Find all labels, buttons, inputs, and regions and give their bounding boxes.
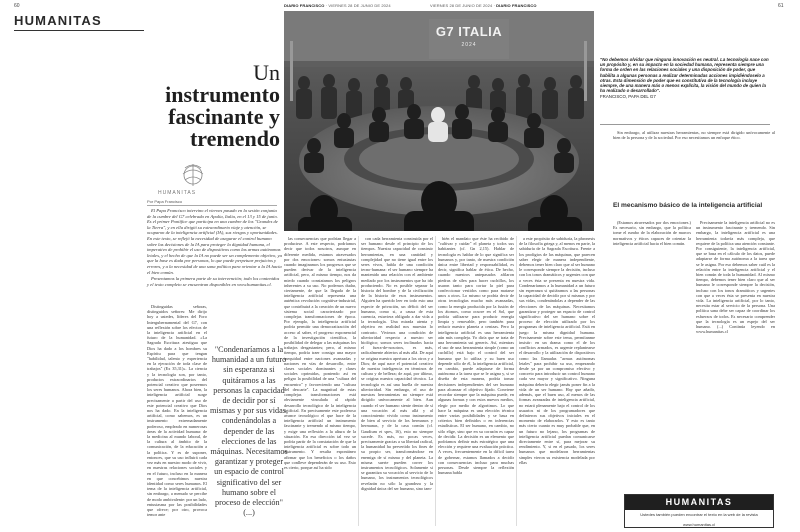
folio-left: DIARIO FRANCISCO · VIERNES 28 DE JUNIO DE 2024: [284, 3, 391, 8]
byline-rule: [147, 205, 277, 206]
side-quote: [600, 57, 770, 117]
promo-url-link[interactable]: www.humanitas.cl: [682, 522, 715, 527]
pull-quote: [210, 345, 288, 518]
body-column-6b: [613, 220, 691, 490]
lede-paragraph-1: El Papa Francisco intervino el viernes pasado en la sesión conjunta de la cumbre del G7 celebrada en Apulia, Italia, en el 13 y 15 de junio. Es el primer Pontífice que participa en una cumbre de los "Grandes de la Tierra", y en ella dirigió su extraordinario viaje y atención, se ocuparon de la inteligencia artificial (IA), sus riesgos y oportunidades. En este texto, se reflejó la necesidad de asegurar el control humano sobre las decisiones de la IA para proteger la dignidad humana, el imperativo de prohibir el uso de dispositivos como las armas autónomas letales, y el hecho de que la IA no puede ser un complemento objetivo, ya que la base es dada por personas, lo que puede perpetuar prejuicios y errores, y a la necesidad de una sana política para orientar a la IA hacia el bien común.: [147, 208, 282, 275]
column-1-text: Distinguidas señoras, distinguidos señores: Me dirijo hoy a ustedes, líderes del Foro Intergubernamental del G7, con una reflexión sobre los efectos de la inteligencia artificial en el futuro de la humanidad. «La Sagrada Escritura atestigua que Dios ha dado a los hombres su Espíritu para que tengan "habilidad, talento y experiencia en la ejecución de toda clase de trabajos" (Ex 35,31)». La ciencia y la tecnología son, por tanto, productos extraordinarios del potencial creativo que poseemos los seres humanos. Ahora bien, la inteligencia artificial surge precisamente a partir del uso de este potencial creativo que Dios nos ha dado. En la inteligencia artificial, como sabemos, es un instrumento extremadamente poderoso, empleado en numerosas áreas de la actividad humana: de la medicina al mundo laboral, de la cultura al ámbito de la comunicación, de la educación a la política. Y es de suponer, entonces, que su uso influirá cada vez más en nuestro modo de vivir, en nuestras relaciones sociales y en el futuro, incluso en la manera en que concebimos nuestra identidad como seres humanos. El tema de la inteligencia artificial, sin embargo, a menudo se percibe de modo ambivalente: por un lado, entusiasma por las posibilidades que ofrece; por otro, provoca temor ante: [147, 304, 207, 518]
column-5-text: a este propósito de sabiduría, la phronesis de la filosofía griega y, al menos en parte, la sabiduría de la Sagrada Escritura. Frente a los prodigios de las máquinas, que parecen saber elegir de manera independiente, debemos tener bien claro que al ser humano le corresponde siempre la decisión, incluso con los tonos dramáticos y urgentes con que a veces ésta se presenta en nuestra vida. Condenaríamos a la humanidad a un futuro sin esperanza si quitáramos a las personas la capacidad de decidir por sí mismas y por sus vidas, condenándolas a depender de las elecciones de las máquinas. Necesitamos garantizar y proteger un espacio de control significativo del ser humano sobre el proceso de elección utilizado por los programas de inteligencia artificial. Está en juego la misma dignidad humana. Precisamente sobre este tema, permítanme insistir: en un drama como el de los conflictos armados, es urgente replantearse el desarrollo y la utilización de dispositivos como las llamadas "armas autónomas letales" para prohibir su uso, empezando desde ya por un compromiso efectivo y concreto para introducir un control humano cada vez mayor y significativo. Ninguna máquina debería elegir jamás poner fin a la vida de un ser humano. Hay que añadir, además, que el buen uso, al menos de las formas avanzadas de inteligencia artificial, no estará plenamente bajo el control de los usuarios ni de los programadores que definieron sus objetivos iniciales en el momento de elaborarlos. Y esto es tanto más cierto cuanto es muy probable que, en un futuro no lejano, los programas de inteligencia artificial puedan comunicarse directamente entre sí, para mejorar su rendimiento. Y, si en el pasado, los seres humanos que modelaron herramientas simples vieron su existencia modelada por ellas: [519, 236, 595, 465]
column-2-text: las consecuencias que podrían llegar a producirse. A este respecto, podríamos decir que todos nosotros, aunque en diferente medida, estamos atravesados por dos emociones: somos entusiastas cuando imaginamos los progresos que se pueden derivar de la inteligencia artificial, pero, al mismo tiempo, nos da miedo cuando constatamos los peligros inherentes a su uso. No podemos dudar, ciertamente, de que la llegada de la inteligencia artificial representa una auténtica revolución cognitiva-industrial, que contribuirá a la creación de un nuevo sistema social caracterizado por complejas transformaciones de época. Por ejemplo, la inteligencia artificial podría permitir una democratización del acceso al saber, el progreso exponencial de la investigación científica, la posibilidad de delegar a las máquinas los trabajos desgastantes; pero, al mismo tiempo, podría traer consigo una mayor inequidad entre naciones avanzadas y naciones en vías de desarrollo, entre clases sociales dominantes y clases sociales oprimidas, poniendo así en peligro la posibilidad de una "cultura del encuentro" y favoreciendo una "cultura del descarte". La magnitud de estas complejas transformaciones está obviamente vinculada al rápido desarrollo tecnológico de la inteligencia artificial. En precisamente este poderoso avance tecnológico el que hace de la inteligencia artificial un instrumento fascinante y tremendo al mismo tiempo, y exige una reflexión a la altura de la situación. En esa dirección tal vez se podría partir de la constatación de que la inteligencia artificial es sobre todo un instrumento. Y resulta espontáneo afirmar que los beneficios o los daños que conlleve dependerán de su uso. Esto es cierto, porque así ha sido: [284, 236, 356, 470]
summit-photo: [284, 11, 594, 231]
column-6a-text: Sin embargo, al utilizar nuestras herramientas, no siempre está dirigido unívocamente al bien de la persona y de la sociedad. Por eso necesitamos un enfoque ético.: [613, 130, 775, 141]
title-line-2: instrumento: [165, 82, 280, 107]
column-4-text: bién el mandato que éste ha recibido de "cultivar y cuidar" el planeta y todos sus habitantes (cf. Gn 2,15). Hablar de tecnología es hablar de lo que significa ser humanos y, por tanto, de nuestra condición única entre libertad y responsabilidad, es decir, significa hablar de ética. De hecho, cuando nuestros antepasados afilaron piedras de sílex para hacer cuchillos, los usaron tanto para cortar la piel para confeccionar vestidos como para matarse unos a otros. Lo mismo se podría decir de otras tecnologías mucho más avanzadas, como la energía producida por la fusión de los átomos, como ocurre en el Sol, que podría utilizarse para producir energía limpia y renovable, pero también para reducir nuestro planeta a cenizas. Pero la inteligencia artificial es una herramienta aún más compleja. Yo diría que se trata de una herramienta sui generis. Así, mientras el uso de una herramienta simple (como un cuchillo) está bajo el control del ser humano que lo utiliza y su buen uso depende sólo de él, la inteligencia artificial, en cambio, puede adaptarse de forma autónoma a la tarea que se le asigna y, si se diseña de esta manera, podría tomar decisiones independientes del ser humano para alcanzar el objetivo fijado. Conviene recordar siempre que la máquina puede, en algunas formas y con estos nuevos medios, elegir por medio de algoritmos. Lo que hace la máquina es una elección técnica entre varias posibilidades y se basa en criterios bien definidos o en inferencias estadísticas. El ser humano, en cambio, no sólo elige, sino que en su corazón es capaz de decidir. La decisión es un elemento que podríamos definir más estratégico que una elección y requiere una evaluación práctica. A veces, frecuentemente en la difícil tarea de gobernar, estamos llamados a decidir con consecuencias incluso para muchas personas. Desde siempre la reflexión humana habla: [438, 236, 514, 476]
page-number-left: 60: [14, 3, 20, 9]
g7-banner-year: 2024: [461, 42, 477, 48]
body-column-6a: [613, 130, 775, 200]
body-column-6c: [696, 220, 775, 490]
body-column-4: [438, 236, 514, 526]
column-6b-text: (Estamos atravesados por dos emociones.) Es necesario, sin embargo, que la política tome el rumbo de la elaboración de marcos normativos y éticos capaces de orientar la inteligencia artificial hacia el bien común.: [613, 220, 691, 246]
article-title: [150, 62, 280, 150]
promo-text: Ustedes también pueden encontrar el texto en la web de la revista: [640, 512, 758, 517]
lede-paragraph-2: Presentamos la primera parte de su intervención; todo los contenidos y el texto completo se encuentran disponibles en www.humanitas.cl.: [147, 276, 280, 287]
body-column-3: [361, 236, 433, 526]
page-number-right: 61: [778, 3, 784, 9]
logo-text: HUMANITAS: [158, 190, 197, 196]
byline: Por Papa Francisco: [147, 199, 183, 204]
pull-quote-text: "Condenaríamos a la humanidad a un futuro sin esperanza si quitáramos a las personas la capacidad de decidir por sí mismas y por sus vidas, condenándolas a depender de las elecciones de las máquinas. Necesitamos garantizar y proteger un espacio de control significativo del ser humano sobre el proceso de elección" (...): [210, 345, 289, 518]
title-line-3: fascinante y: [168, 104, 280, 129]
folio-right: VIERNES 28 DE JUNIO DE 2024 · DIARIO FRANCISCO: [430, 3, 537, 8]
column-6c-text: Precisamente la inteligencia artificial no es un instrumento fascinante y tremendo. Sin embargo, la inteligencia artificial es una herramienta todavía más compleja, que requiere de la política una atención constante. Por consiguiente, la inteligencia artificial, que se basa en el cálculo de los datos, puede adaptarse de forma autónoma a la tarea que se le asigna. Por eso debemos saber cuál es la relación entre la inteligencia artificial y el bien común de toda la humanidad. Al mismo tiempo, debemos tener bien claro que al ser humano le corresponde siempre la decisión, incluso con los tonos dramáticos y urgentes con que a veces ésta se presenta en nuestra vida. La inteligencia artificial, por lo tanto, necesita estar al servicio de la persona. Una política sana debe ser capaz de coordinar los esfuerzos de todos. Es necesario comprender que la tecnología es un espejo del ser humano. (...) Continúa leyendo en www.humanitas.cl: [696, 220, 775, 335]
side-quote-text: "No debemos olvidar que ninguna innovación es neutral. La tecnología nace con un propósito y, en su impacto en la sociedad humana, representa siempre una forma de orden en las relaciones sociales y una disposición de poder, que habilita a algunas personas a realizar determinadas acciones impidiéndoselo a otras. Esta dimensión de poder que es constitutiva de la tecnología incluye siempre, de una manera más o menos explícita, la visión del mundo de quien la ha realizado o desarrollado".: [600, 57, 769, 94]
humanitas-logo-icon: [158, 162, 228, 188]
section-rule: [14, 30, 144, 31]
folio-right-date: VIERNES 28 DE JUNIO DE 2024: [430, 3, 493, 8]
promo-box[interactable]: [624, 494, 774, 528]
column-3-text: con cada herramienta construida por el ser humano desde el principio de los tiempos. Nuestra capacidad de construir herramientas, en una cantidad y complejidad que no tiene igual entre los seres vivos, habla de una condición tecno-humana: el ser humano siempre ha mantenido una relación con el ambiente mediado por los instrumentos que ha ido produciendo. No es posible separar la historia del hombre y de la civilización de la historia de esos instrumentos. Alguien ha querido leer en todo esto una especie de privación, un déficit del ser humano, como si, a causa de esta carencia, estuviera obligado a dar vida a la tecnología. Una mirada atenta y objetiva en realidad nos muestra lo contrario. Vivimos una condición de ulterioridad respecto a nuestro ser biológico; somos seres inclinados hacia el fuera-de-nosotros, es más, radicalmente abiertos al más allá. De aquí se origina nuestra apertura a los otros y a Dios; de aquí nace el potencial creativo de nuestra inteligencia en términos de cultura y de belleza; de aquí, por último, se origina nuestra capacidad técnica. La tecnología es así una huella de nuestra ulterioridad. Sin embargo, el uso de nuestras herramientas no siempre está dirigido unívocamente al bien. Aun cuando el ser humano siente dentro de sí una vocación al más allá y al conocimiento vivido como instrumento de bien al servicio de los hermanos y hermanas, y de la casa común (cf. Gaudium et spes, 16), esto no siempre sucede. Es más, no pocas veces, precisamente gracias a su libertad radical, la humanidad ha pervertido los fines de su propio ser, transformándose en enemiga de sí misma y del planeta. La misma suerte pueden correr los instrumentos tecnológicos. Solamente si se garantiza su vocación al servicio de lo humano, los instrumentos tecnológicos revelarán no sólo la grandeza y la dignidad única del ser humano, sino tam-: [361, 236, 433, 491]
side-quote-source: FRANCISCO, PAPA DEL G7: [600, 94, 656, 100]
subhead: El mecanismo básico de la inteligencia artificial: [613, 202, 763, 209]
folio-left-date: VIERNES 28 DE JUNIO DE 2024: [328, 3, 391, 8]
folio-right-name: DIARIO FRANCISCO: [496, 3, 537, 8]
title-line-4: tremendo: [189, 126, 280, 151]
section-label: HUMANITAS: [14, 13, 102, 28]
body-column-2: [284, 236, 356, 526]
promo-logo: HUMANITAS: [625, 495, 773, 510]
g7-banner: G7 ITALIA: [435, 24, 503, 39]
body-column-5: [519, 236, 595, 526]
title-line-1: Un: [253, 60, 280, 85]
lede: [147, 208, 282, 288]
side-quote-rule: [600, 124, 770, 125]
folio-left-name: DIARIO FRANCISCO: [284, 3, 325, 8]
body-column-1: [147, 304, 207, 526]
